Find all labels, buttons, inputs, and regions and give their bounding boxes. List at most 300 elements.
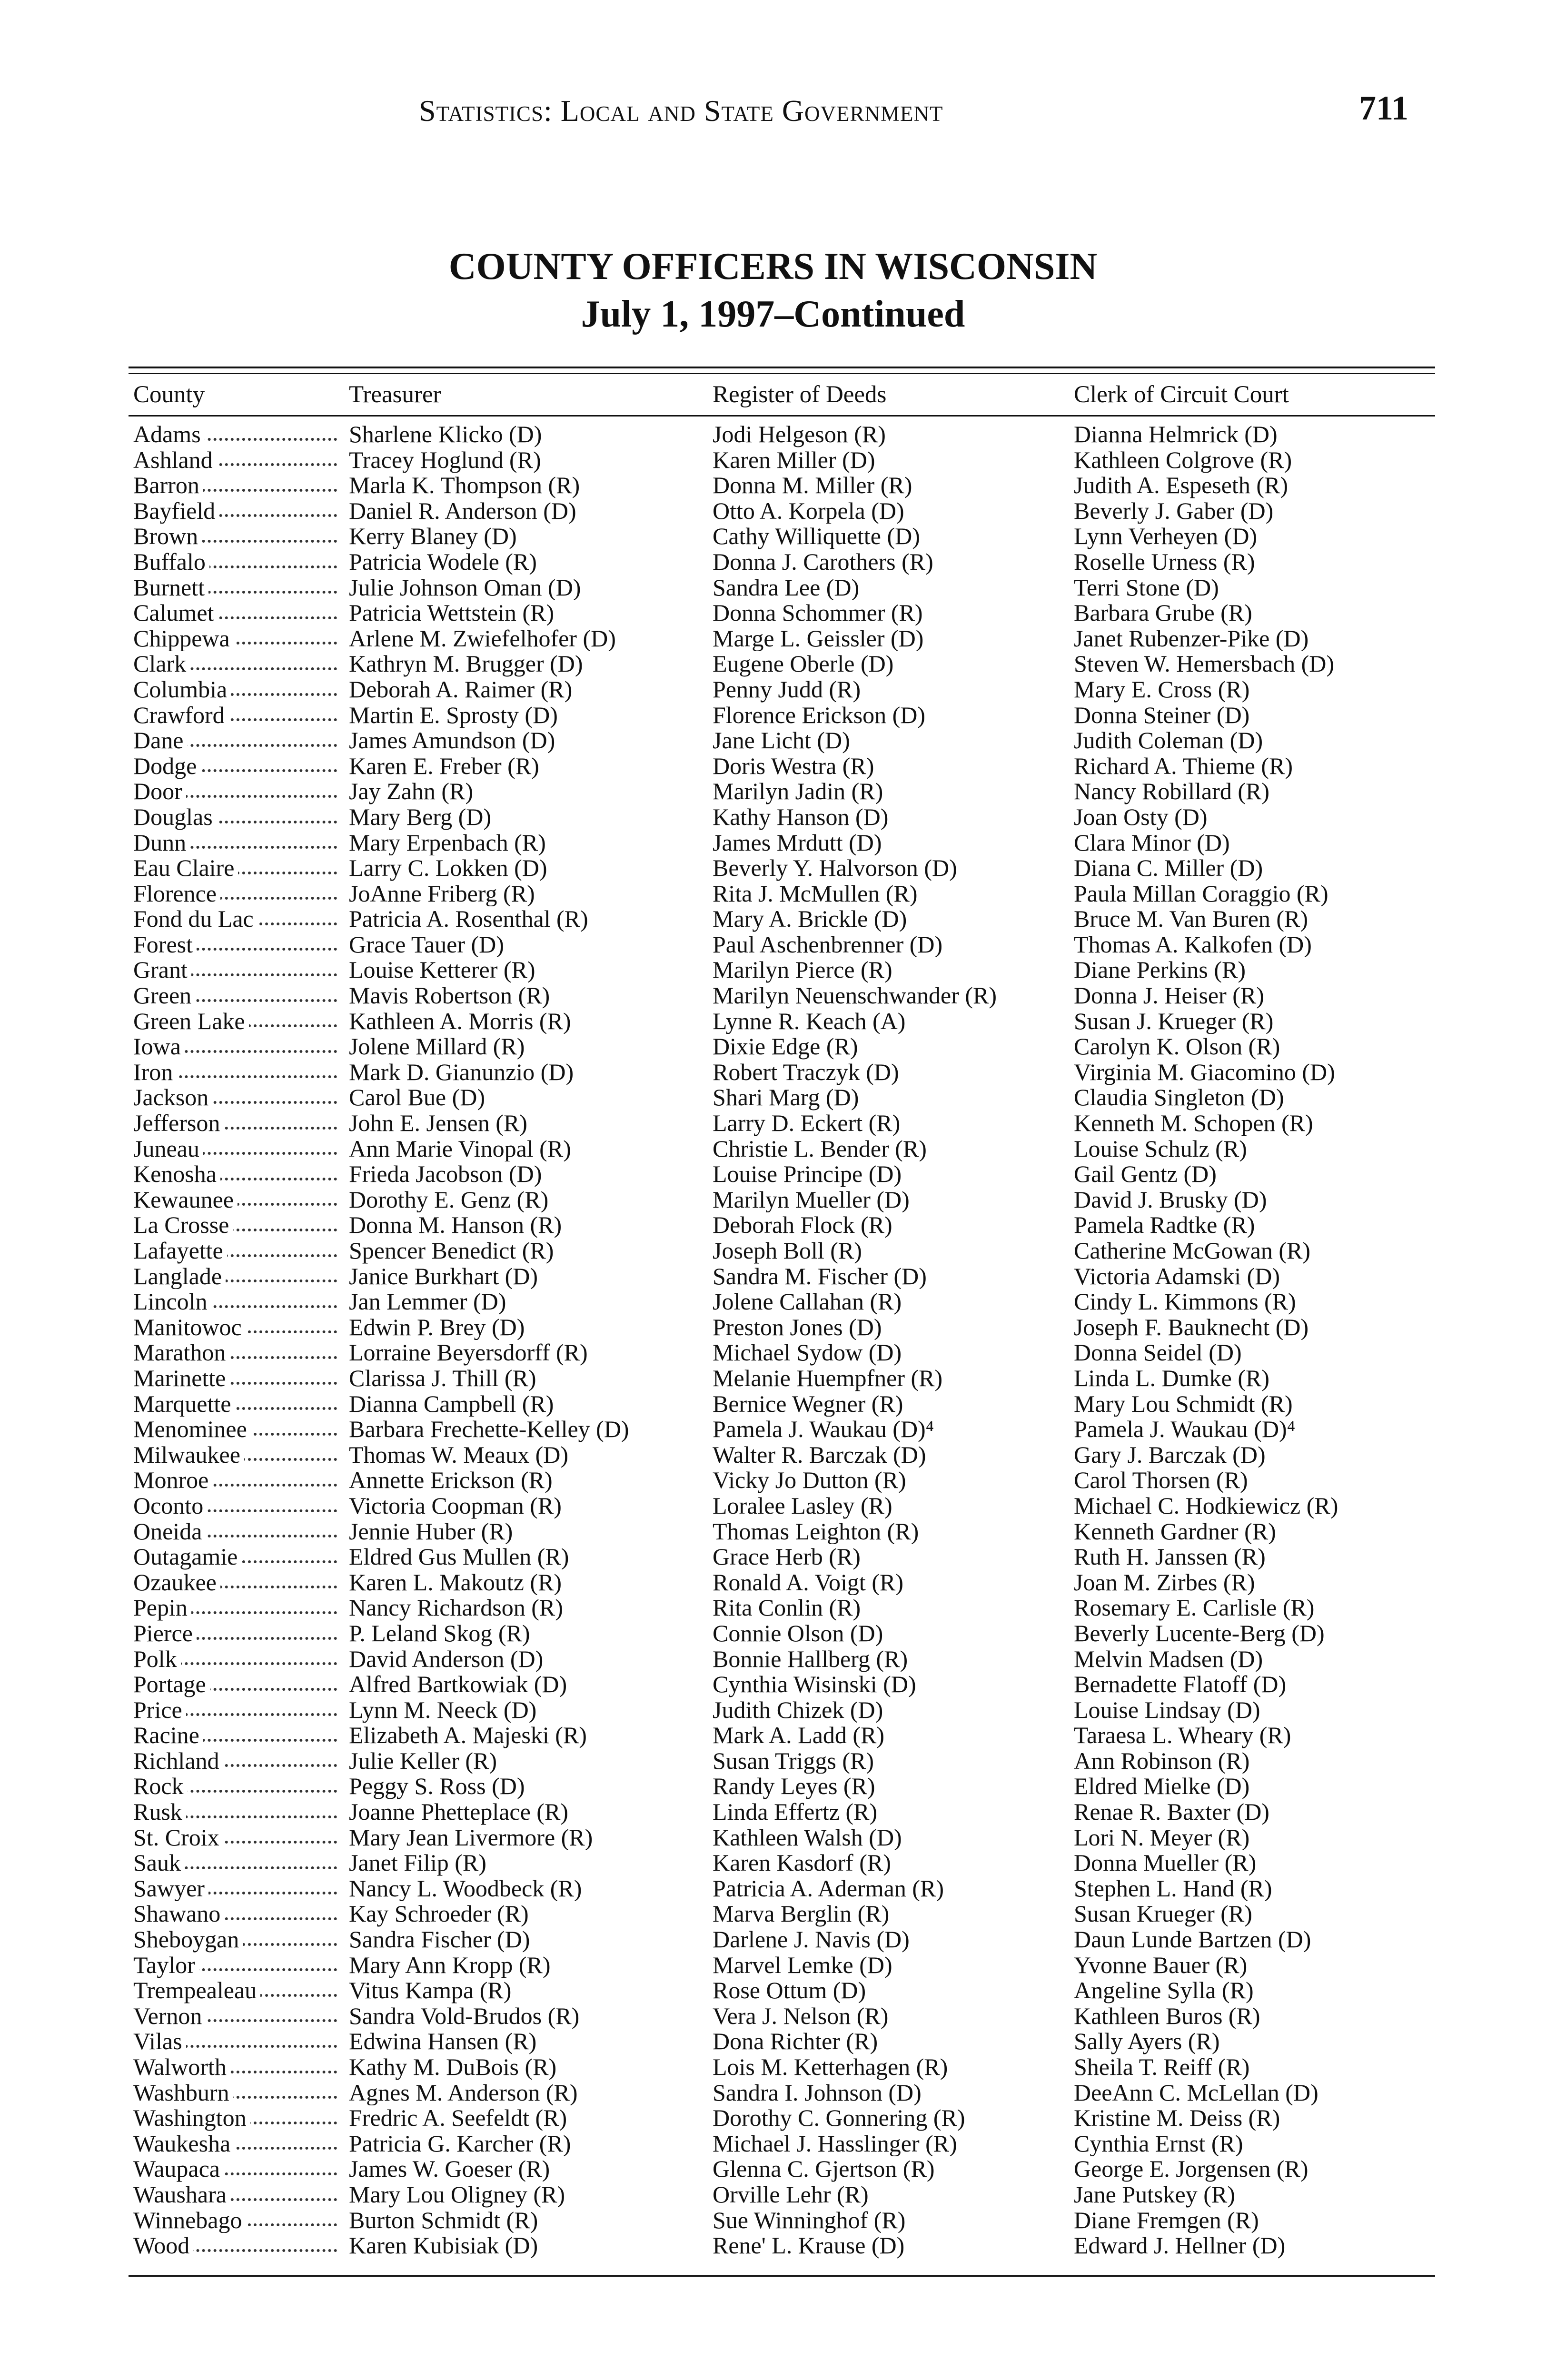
cell-register-of-deeds: Judith Chizek (D) [713, 1697, 883, 1723]
county-name: Kenosha [133, 1161, 220, 1187]
cell-clerk-of-circuit-court: Edward J. Hellner (D) [1074, 2233, 1286, 2259]
table-row [0, 2233, 1546, 2259]
cell-register-of-deeds: Marva Berglin (R) [713, 1901, 890, 1927]
cell-treasurer: Karen L. Makoutz (R) [349, 1569, 562, 1596]
cell-register-of-deeds: Donna J. Carothers (R) [713, 549, 933, 575]
cell-clerk-of-circuit-court: Michael C. Hodkiewicz (R) [1074, 1493, 1338, 1519]
table-row [0, 626, 1546, 652]
cell-clerk-of-circuit-court: Bruce M. Van Buren (R) [1074, 906, 1308, 932]
cell-clerk-of-circuit-court: Richard A. Thieme (R) [1074, 753, 1293, 779]
cell-county [133, 1315, 343, 1340]
table-row [0, 2131, 1546, 2157]
cell-register-of-deeds: Doris Westra (R) [713, 753, 874, 779]
cell-clerk-of-circuit-court: Susan J. Krueger (R) [1074, 1008, 1274, 1034]
cell-treasurer: Annette Erickson (R) [349, 1468, 553, 1493]
cell-register-of-deeds: Marilyn Pierce (R) [713, 957, 892, 983]
cell-register-of-deeds: Sandra I. Johnson (D) [713, 2080, 922, 2106]
cell-clerk-of-circuit-court: Gail Gentz (D) [1074, 1161, 1217, 1187]
cell-clerk-of-circuit-court: Donna J. Heiser (R) [1074, 983, 1264, 1009]
table-row [0, 600, 1546, 626]
table-row [0, 855, 1546, 881]
cell-treasurer: Mavis Robertson (R) [349, 983, 550, 1009]
table-row [0, 957, 1546, 983]
cell-register-of-deeds: Vera J. Nelson (R) [713, 2003, 889, 2029]
cell-clerk-of-circuit-court: Melvin Madsen (D) [1074, 1646, 1263, 1672]
cell-treasurer: Karen E. Freber (R) [349, 753, 539, 779]
table-row [0, 1009, 1546, 1034]
table-row [0, 1953, 1546, 1978]
county-name: Oneida [133, 1519, 206, 1545]
cell-treasurer: Edwina Hansen (R) [349, 2029, 537, 2054]
cell-treasurer: Jolene Millard (R) [349, 1034, 525, 1060]
county-name: Marathon [133, 1340, 229, 1366]
cell-treasurer: Karen Kubisiak (D) [349, 2233, 538, 2259]
table-row [0, 1901, 1546, 1927]
county-name: Green [133, 983, 195, 1009]
bottom-rule [129, 2275, 1435, 2277]
cell-treasurer: Janet Filip (R) [349, 1850, 486, 1876]
cell-treasurer: Tracey Hoglund (R) [349, 447, 541, 473]
running-head: Statistics: Local and State Government [419, 94, 943, 128]
cell-treasurer: Dorothy E. Genz (R) [349, 1187, 549, 1213]
cell-register-of-deeds: Vicky Jo Dutton (R) [713, 1468, 906, 1493]
cell-treasurer: Carol Bue (D) [349, 1085, 486, 1111]
cell-county [133, 575, 343, 601]
cell-register-of-deeds: Robert Traczyk (D) [713, 1059, 899, 1085]
table-row [0, 447, 1546, 473]
cell-clerk-of-circuit-court: George E. Jorgensen (R) [1074, 2156, 1308, 2182]
county-name: St. Croix [133, 1825, 223, 1851]
table-row [0, 1111, 1546, 1136]
cell-county [133, 881, 343, 907]
county-name: Menominee [133, 1417, 251, 1442]
cell-county [133, 1876, 343, 1902]
cell-clerk-of-circuit-court: Beverly Lucente-Berg (D) [1074, 1620, 1325, 1646]
cell-treasurer: Sharlene Klicko (D) [349, 422, 542, 447]
cell-register-of-deeds: Dona Richter (R) [713, 2029, 878, 2054]
table-row [0, 549, 1546, 575]
table-row [0, 1315, 1546, 1340]
cell-treasurer: Dianna Campbell (R) [349, 1391, 554, 1417]
cell-register-of-deeds: Mary A. Brickle (D) [713, 906, 907, 932]
cell-register-of-deeds: Linda Effertz (R) [713, 1799, 878, 1825]
cell-county [133, 779, 343, 804]
cell-county [133, 1672, 343, 1697]
cell-county [133, 804, 343, 830]
county-name: Green Lake [133, 1009, 249, 1034]
cell-county [133, 1799, 343, 1825]
county-name: Waukesha [133, 2131, 234, 2157]
county-name: Richland [133, 1748, 223, 1774]
table-row [0, 1085, 1546, 1111]
cell-county [133, 524, 343, 549]
county-name: Sawyer [133, 1876, 208, 1902]
page-number: 711 [1359, 89, 1409, 127]
cell-treasurer: James W. Goeser (R) [349, 2156, 550, 2182]
cell-treasurer: Mark D. Gianunzio (D) [349, 1059, 574, 1085]
cell-register-of-deeds: Paul Aschenbrenner (D) [713, 932, 943, 958]
cell-treasurer: Martin E. Sprosty (D) [349, 702, 558, 728]
cell-county [133, 1953, 343, 1978]
table-row [0, 1136, 1546, 1162]
county-name: Dodge [133, 754, 200, 779]
table-row [0, 1672, 1546, 1697]
cell-clerk-of-circuit-court: Donna Mueller (R) [1074, 1850, 1257, 1876]
county-name: Washington [133, 2105, 250, 2131]
cell-treasurer: Daniel R. Anderson (D) [349, 498, 576, 524]
cell-register-of-deeds: Joseph Boll (R) [713, 1238, 862, 1264]
cell-register-of-deeds: Connie Olson (D) [713, 1620, 883, 1646]
cell-treasurer: Kay Schroeder (R) [349, 1901, 529, 1927]
county-name: Jackson [133, 1085, 212, 1111]
county-name: Eau Claire [133, 855, 238, 881]
cell-treasurer: Mary Erpenbach (R) [349, 830, 546, 856]
cell-county [133, 1519, 343, 1545]
cell-county [133, 2208, 343, 2233]
table-row [0, 754, 1546, 779]
cell-register-of-deeds: Bonnie Hallberg (R) [713, 1646, 908, 1672]
cell-register-of-deeds: Otto A. Korpela (D) [713, 498, 904, 524]
county-name: Juneau [133, 1136, 203, 1162]
cell-county [133, 2054, 343, 2080]
county-name: Vernon [133, 2003, 206, 2029]
cell-treasurer: Jennie Huber (R) [349, 1518, 513, 1545]
cell-register-of-deeds: Melanie Huempfner (R) [713, 1365, 943, 1391]
table-row [0, 1060, 1546, 1085]
cell-clerk-of-circuit-court: Janet Rubenzer-Pike (D) [1074, 625, 1309, 652]
table-row [0, 1161, 1546, 1187]
table-row [0, 2003, 1546, 2029]
cell-clerk-of-circuit-court: Yvonne Bauer (R) [1074, 1952, 1248, 1978]
county-name: Lafayette [133, 1238, 227, 1264]
cell-register-of-deeds: Bernice Wegner (R) [713, 1391, 903, 1417]
table-title-block [0, 243, 1546, 338]
cell-treasurer: John E. Jensen (R) [349, 1111, 527, 1136]
cell-county [133, 677, 343, 703]
cell-county [133, 1570, 343, 1596]
cell-clerk-of-circuit-court: Thomas A. Kalkofen (D) [1074, 932, 1312, 958]
county-name: Crawford [133, 703, 228, 728]
cell-clerk-of-circuit-court: Bernadette Flatoff (D) [1074, 1672, 1287, 1697]
cell-treasurer: Patricia A. Rosenthal (R) [349, 906, 588, 932]
cell-register-of-deeds: Kathleen Walsh (D) [713, 1825, 902, 1851]
cell-treasurer: Nancy L. Woodbeck (R) [349, 1875, 582, 1902]
cell-register-of-deeds: Cathy Williquette (D) [713, 524, 920, 549]
cell-county [133, 1493, 343, 1519]
cell-clerk-of-circuit-court: Steven W. Hemersbach (D) [1074, 651, 1335, 677]
cell-register-of-deeds: Ronald A. Voigt (R) [713, 1569, 903, 1596]
county-name: La Crosse [133, 1212, 233, 1238]
cell-treasurer: Mary Berg (D) [349, 804, 491, 830]
cell-register-of-deeds: Karen Miller (D) [713, 447, 875, 473]
table-row [0, 1621, 1546, 1646]
table-row [0, 983, 1546, 1009]
top-rule [129, 367, 1435, 368]
cell-clerk-of-circuit-court: Renae R. Baxter (D) [1074, 1799, 1269, 1825]
cell-clerk-of-circuit-court: Angeline Sylla (R) [1074, 1978, 1254, 2003]
cell-clerk-of-circuit-court: David J. Brusky (D) [1074, 1187, 1267, 1213]
cell-county [133, 1187, 343, 1213]
table-row [0, 1646, 1546, 1672]
table-row [0, 1799, 1546, 1825]
cell-register-of-deeds: Larry D. Eckert (R) [713, 1111, 901, 1136]
cell-register-of-deeds: Jane Licht (D) [713, 728, 850, 754]
cell-county [133, 1825, 343, 1851]
cell-clerk-of-circuit-court: Mary Lou Schmidt (R) [1074, 1391, 1293, 1417]
cell-clerk-of-circuit-court: Cynthia Ernst (R) [1074, 2131, 1243, 2157]
cell-treasurer: Kathryn M. Brugger (D) [349, 651, 583, 677]
cell-treasurer: Victoria Coopman (R) [349, 1493, 562, 1519]
table-row [0, 804, 1546, 830]
county-name: Grant [133, 957, 191, 983]
county-name: Florence [133, 881, 220, 907]
cell-treasurer: Julie Keller (R) [349, 1748, 497, 1774]
cell-clerk-of-circuit-court: Roselle Urness (R) [1074, 549, 1255, 575]
table-row [0, 1442, 1546, 1468]
cell-register-of-deeds: Marilyn Neuenschwander (R) [713, 983, 997, 1009]
cell-county [133, 1901, 343, 1927]
county-name: Dunn [133, 830, 190, 856]
cell-treasurer: Lynn M. Neeck (D) [349, 1697, 537, 1723]
cell-clerk-of-circuit-court: Judith A. Espeseth (R) [1074, 473, 1288, 498]
cell-county [133, 2105, 343, 2131]
header-clerk-of-circuit-court: Clerk of Circuit Court [1074, 381, 1289, 408]
cell-county [133, 1442, 343, 1468]
cell-register-of-deeds: Thomas Leighton (R) [713, 1518, 919, 1545]
cell-treasurer: Louise Ketterer (R) [349, 957, 535, 983]
cell-clerk-of-circuit-court: Dianna Helmrick (D) [1074, 422, 1278, 447]
county-name: Rusk [133, 1799, 186, 1825]
cell-county [133, 830, 343, 856]
county-name: Calumet [133, 600, 218, 626]
cell-treasurer: Jan Lemmer (D) [349, 1289, 506, 1315]
county-name: Rock [133, 1774, 188, 1799]
cell-register-of-deeds: Lynne R. Keach (A) [713, 1008, 906, 1034]
cell-register-of-deeds: Orville Lehr (R) [713, 2182, 869, 2208]
table-row [0, 1825, 1546, 1851]
county-name: Bayfield [133, 498, 219, 524]
table-row [0, 2080, 1546, 2106]
county-name: Adams [133, 422, 205, 447]
cell-county [133, 1774, 343, 1799]
county-name: Wood [133, 2233, 193, 2259]
county-name: Vilas [133, 2029, 186, 2054]
cell-register-of-deeds: Randy Leyes (R) [713, 1774, 875, 1800]
cell-county [133, 549, 343, 575]
cell-clerk-of-circuit-court: Cindy L. Kimmons (R) [1074, 1289, 1296, 1315]
cell-county [133, 728, 343, 754]
cell-treasurer: Patricia Wodele (R) [349, 549, 537, 575]
cell-treasurer: Patricia Wettstein (R) [349, 600, 555, 626]
cell-county [133, 855, 343, 881]
cell-treasurer: Jay Zahn (R) [349, 779, 474, 804]
cell-county [133, 2003, 343, 2029]
cell-county [133, 1264, 343, 1289]
cell-treasurer: Eldred Gus Mullen (R) [349, 1544, 569, 1570]
cell-register-of-deeds: Sue Winninghof (R) [713, 2207, 906, 2233]
table-row [0, 1212, 1546, 1238]
cell-register-of-deeds: Dixie Edge (R) [713, 1034, 858, 1060]
cell-clerk-of-circuit-court: Clara Minor (D) [1074, 830, 1230, 856]
cell-clerk-of-circuit-court: Taraesa L. Wheary (R) [1074, 1723, 1291, 1748]
cell-county [133, 1366, 343, 1391]
cell-clerk-of-circuit-court: Pamela Radtke (R) [1074, 1212, 1255, 1238]
county-name: Racine [133, 1723, 203, 1748]
cell-clerk-of-circuit-court: Louise Schulz (R) [1074, 1136, 1247, 1162]
cell-treasurer: Burton Schmidt (R) [349, 2207, 538, 2233]
county-name: Marinette [133, 1366, 229, 1391]
cell-county [133, 2233, 343, 2259]
county-name: Burnett [133, 575, 208, 601]
cell-clerk-of-circuit-court: Kenneth M. Schopen (R) [1074, 1111, 1313, 1136]
county-name: Polk [133, 1646, 181, 1672]
cell-treasurer: Thomas W. Meaux (D) [349, 1442, 569, 1468]
cell-clerk-of-circuit-court: Terri Stone (D) [1074, 575, 1219, 601]
cell-county [133, 1085, 343, 1111]
cell-treasurer: P. Leland Skog (R) [349, 1620, 530, 1646]
cell-clerk-of-circuit-court: Donna Seidel (D) [1074, 1340, 1242, 1366]
cell-county [133, 1340, 343, 1366]
cell-register-of-deeds: Marilyn Mueller (D) [713, 1187, 910, 1213]
cell-treasurer: Ann Marie Vinopal (R) [349, 1136, 571, 1162]
cell-county [133, 1544, 343, 1570]
cell-treasurer: Agnes M. Anderson (R) [349, 2080, 578, 2106]
county-name: Columbia [133, 677, 231, 703]
cell-county [133, 1009, 343, 1034]
county-name: Marquette [133, 1391, 235, 1417]
cell-clerk-of-circuit-court: Sally Ayers (R) [1074, 2029, 1220, 2054]
county-name: Brown [133, 524, 202, 549]
table-row [0, 2054, 1546, 2080]
cell-clerk-of-circuit-court: Daun Lunde Bartzen (D) [1074, 1927, 1311, 1953]
cell-county [133, 1060, 343, 1085]
county-name: Forest [133, 932, 197, 958]
table-subtitle: July 1, 1997–Continued [581, 293, 965, 335]
cell-county [133, 1034, 343, 1060]
cell-county [133, 1850, 343, 1876]
table-row [0, 1570, 1546, 1596]
cell-clerk-of-circuit-court: Joan M. Zirbes (R) [1074, 1569, 1255, 1596]
county-name: Kewaunee [133, 1187, 238, 1213]
table-row [0, 1748, 1546, 1774]
cell-county [133, 983, 343, 1009]
cell-treasurer: David Anderson (D) [349, 1646, 544, 1672]
cell-clerk-of-circuit-court: Joan Osty (D) [1074, 804, 1208, 830]
cell-treasurer: Patricia G. Karcher (R) [349, 2131, 571, 2157]
table-row [0, 2208, 1546, 2233]
cell-treasurer: Janice Burkhart (D) [349, 1263, 538, 1289]
cell-clerk-of-circuit-court: Ruth H. Janssen (R) [1074, 1544, 1266, 1570]
cell-clerk-of-circuit-court: DeeAnn C. McLellan (D) [1074, 2080, 1318, 2106]
cell-clerk-of-circuit-court: Rosemary E. Carlisle (R) [1074, 1595, 1315, 1621]
cell-register-of-deeds: Jolene Callahan (R) [713, 1289, 902, 1315]
cell-treasurer: James Amundson (D) [349, 728, 555, 754]
cell-clerk-of-circuit-court: Gary J. Barczak (D) [1074, 1442, 1266, 1468]
header-rule [129, 415, 1435, 416]
table-row [0, 906, 1546, 932]
table-row [0, 524, 1546, 549]
cell-register-of-deeds: Glenna C. Gjertson (R) [713, 2156, 935, 2182]
county-name: Pierce [133, 1621, 197, 1646]
cell-treasurer: Peggy S. Ross (D) [349, 1774, 525, 1800]
cell-register-of-deeds: Grace Herb (R) [713, 1544, 861, 1570]
cell-treasurer: Sandra Fischer (D) [349, 1927, 530, 1953]
table-row [0, 1034, 1546, 1060]
table-row [0, 677, 1546, 703]
table-header-row [0, 381, 1546, 414]
cell-register-of-deeds: Marvel Lemke (D) [713, 1952, 892, 1978]
table-row [0, 473, 1546, 498]
cell-register-of-deeds: Mark A. Ladd (R) [713, 1723, 885, 1748]
cell-county [133, 651, 343, 677]
cell-treasurer: Julie Johnson Oman (D) [349, 575, 581, 601]
cell-treasurer: Lorraine Beyersdorff (R) [349, 1340, 588, 1366]
cell-clerk-of-circuit-court: Carol Thorsen (R) [1074, 1468, 1248, 1493]
cell-register-of-deeds: Marilyn Jadin (R) [713, 779, 883, 804]
table-row [0, 1697, 1546, 1723]
table-row [0, 881, 1546, 907]
cell-register-of-deeds: Sandra Lee (D) [713, 575, 860, 601]
county-name: Winnebago [133, 2208, 246, 2233]
county-name: Fond du Lac [133, 906, 258, 932]
table-row [0, 1595, 1546, 1621]
cell-treasurer: Mary Jean Livermore (R) [349, 1825, 593, 1851]
cell-clerk-of-circuit-court: Donna Steiner (D) [1074, 702, 1250, 728]
cell-clerk-of-circuit-court: Lori N. Meyer (R) [1074, 1825, 1250, 1851]
cell-clerk-of-circuit-court: Kenneth Gardner (R) [1074, 1518, 1276, 1545]
cell-county [133, 957, 343, 983]
county-name: Chippewa [133, 626, 234, 652]
cell-treasurer: Kerry Blaney (D) [349, 524, 517, 549]
cell-county [133, 2182, 343, 2208]
cell-register-of-deeds: Susan Triggs (R) [713, 1748, 874, 1774]
cell-register-of-deeds: Preston Jones (D) [713, 1314, 882, 1340]
cell-treasurer: Alfred Bartkowiak (D) [349, 1672, 567, 1697]
cell-treasurer: Fredric A. Seefeldt (R) [349, 2105, 567, 2131]
cell-county [133, 1417, 343, 1442]
cell-treasurer: Larry C. Lokken (D) [349, 855, 547, 881]
cell-register-of-deeds: Loralee Lasley (R) [713, 1493, 892, 1519]
county-name: Iowa [133, 1034, 185, 1060]
county-name: Buffalo [133, 549, 209, 575]
county-name: Sheboygan [133, 1927, 243, 1953]
cell-register-of-deeds: Walter R. Barczak (D) [713, 1442, 926, 1468]
table-row [0, 779, 1546, 804]
cell-clerk-of-circuit-court: Nancy Robillard (R) [1074, 779, 1270, 804]
county-name: Shawano [133, 1901, 224, 1927]
cell-register-of-deeds: Rene' L. Krause (D) [713, 2233, 905, 2259]
cell-register-of-deeds: Lois M. Ketterhagen (R) [713, 2054, 948, 2080]
table-row [0, 1468, 1546, 1493]
table-row [0, 2029, 1546, 2054]
cell-register-of-deeds: Christie L. Bender (R) [713, 1136, 927, 1162]
cell-register-of-deeds: Deborah Flock (R) [713, 1212, 892, 1238]
cell-county [133, 2029, 343, 2054]
cell-register-of-deeds: Michael Sydow (D) [713, 1340, 902, 1366]
county-name: Monroe [133, 1468, 212, 1493]
cell-register-of-deeds: Cynthia Wisinski (D) [713, 1672, 916, 1697]
cell-county [133, 600, 343, 626]
cell-clerk-of-circuit-court: Eldred Mielke (D) [1074, 1774, 1250, 1800]
cell-clerk-of-circuit-court: Susan Krueger (R) [1074, 1901, 1252, 1927]
county-name: Ozaukee [133, 1570, 220, 1596]
county-name: Walworth [133, 2054, 230, 2080]
county-name: Taylor [133, 1953, 199, 1978]
county-name: Lincoln [133, 1289, 211, 1315]
table-row [0, 422, 1546, 447]
cell-county [133, 473, 343, 498]
cell-county [133, 2131, 343, 2157]
